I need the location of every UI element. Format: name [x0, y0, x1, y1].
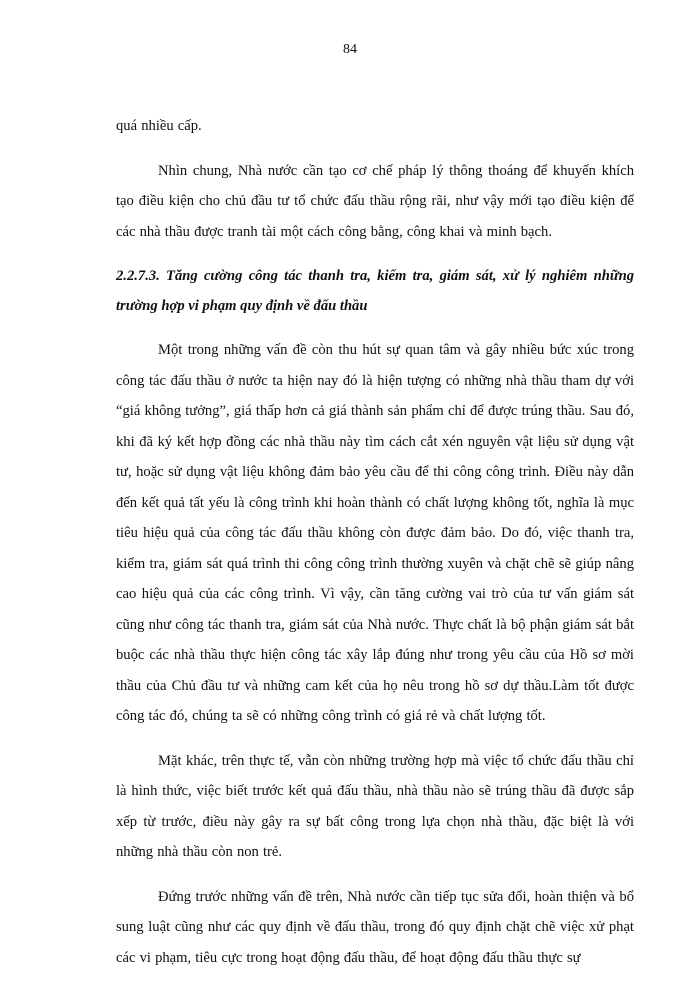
paragraph-continuation: quá nhiều cấp.: [116, 118, 202, 134]
paragraph: Một trong những vấn đề còn thu hút sự quan tâm và gây nhiều bức xúc trong công tác đấu thầu ở nước ta hiện nay đó là hiện tượng có những nhà thầu tham dự với “giá không tưởng”, giá thấp hơn cả giá thành sản phẩm chỉ để được trúng thầu. Sau đó, khi đã ký kết hợp đồng các nhà thầu này tìm cách cắt xén nguyên vật liệu sử dụng vật tư, hoặc sử dụng vật liệu không đảm bảo yêu cầu để thi công công trình. Điều này dẫn đến kết quả tất yếu là công trình khi hoàn thành có chất lượng không tốt, nghĩa là mục tiêu hiệu quả của công tác đấu thầu không còn được đảm bảo. Do đó, việc thanh tra, kiểm tra, giám sát quá trình thi công công trình thường xuyên và chặt chẽ sẽ giúp nâng cao hiệu quả của các công trình. Vì vậy, cần tăng cường vai trò của tư vấn giám sát cũng như công tác thanh tra, giám sát của Nhà nước. Thực chất là bộ phận giám sát bắt buộc các nhà thầu thực hiện công tác xây lắp đúng như trong yêu cầu của Hồ sơ mời thầu của Chủ đầu tư và những cam kết của họ nêu trong hồ sơ dự thầu.Làm tốt được công tác đó, chúng ta sẽ có những công trình có giá rẻ và chất lượng tốt.: [116, 342, 634, 724]
paragraph: Nhìn chung, Nhà nước cần tạo cơ chế pháp lý thông thoáng để khuyến khích tạo điều kiện cho chủ đầu tư tổ chức đấu thầu rộng rãi, như vậy mới tạo điều kiện để các nhà thầu được tranh tài một cách công bằng, công khai và minh bạch.: [116, 162, 634, 240]
document-body: [116, 111, 634, 987]
page-number: 84: [343, 42, 357, 57]
paragraph: Mặt khác, trên thực tế, vẫn còn những trường hợp mà việc tổ chức đấu thầu chỉ là hình thức, việc biết trước kết quả đấu thầu, nhà thầu nào sẽ trúng thầu đã được sắp xếp từ trước, điều này gây ra sự bất công trong lựa chọn nhà thầu, đặc biệt là với những nhà thầu còn non trẻ.: [116, 752, 634, 860]
paragraph: Đứng trước những vấn đề trên, Nhà nước cần tiếp tục sửa đổi, hoàn thiện và bổ sung luật cũng như các quy định về đấu thầu, trong đó quy định chặt chẽ việc xử phạt các vi phạm, tiêu cực trong hoạt động đấu thầu, để hoạt động đấu thầu thực sự: [116, 888, 634, 966]
section-heading: 2.2.7.3. Tăng cường công tác thanh tra, kiểm tra, giám sát, xử lý nghiêm những trường hợp vi phạm quy định về đấu thầu: [116, 268, 634, 314]
